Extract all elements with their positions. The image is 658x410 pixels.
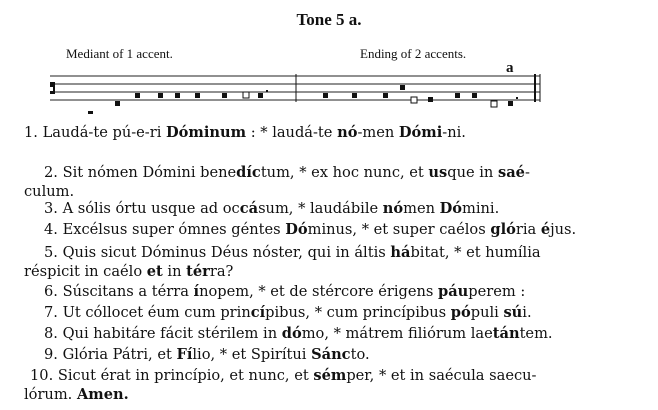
verse-text: men xyxy=(403,200,440,217)
accented-syllable: Dóminum xyxy=(166,124,247,141)
neume xyxy=(516,97,518,99)
verse-text: puli xyxy=(470,304,504,321)
verse-text: que in xyxy=(447,164,498,181)
accented-syllable: í xyxy=(193,283,200,300)
verse-number: 1. xyxy=(24,124,43,141)
accented-syllable: cá xyxy=(239,200,259,217)
accented-syllable: cí xyxy=(250,304,266,321)
verse-text: per, * et in saécula saecu- xyxy=(346,367,537,384)
verse-text: Laudá-te pú-e-ri xyxy=(42,124,167,141)
verse-text: mini. xyxy=(462,200,500,217)
ending-neumes xyxy=(323,85,518,107)
verse-text: Sicut érat in princípio, et nunc, et xyxy=(57,367,314,384)
neume xyxy=(243,92,249,98)
verse-number: 10. xyxy=(30,367,58,384)
verse-text: -men xyxy=(357,124,399,141)
verse-text: bitat, * et humília xyxy=(410,244,541,261)
neume xyxy=(508,101,513,106)
accented-syllable: Sánc xyxy=(311,346,351,363)
staff-lines xyxy=(50,76,540,100)
neume xyxy=(400,85,405,90)
neume xyxy=(411,97,417,103)
final-double-bar xyxy=(535,74,540,102)
verse-text: in xyxy=(162,263,187,280)
neume xyxy=(491,101,497,107)
verse-text: i. xyxy=(522,304,532,321)
chant-staff xyxy=(0,70,658,114)
verse-text: pibus, * cum princípibus xyxy=(265,304,451,321)
verse-text: Sit nómen Dómini bene xyxy=(62,164,237,181)
accented-syllable: us xyxy=(428,164,448,181)
accented-syllable: páu xyxy=(438,283,469,300)
verse-10 xyxy=(30,367,658,385)
verse-text: Qui habitáre fácit stérilem in xyxy=(62,325,282,342)
neume xyxy=(115,101,120,106)
neume xyxy=(195,93,200,98)
verse-text: tem. xyxy=(519,325,553,342)
verse-text: sum, * laudábile xyxy=(258,200,383,217)
verse-text: ra? xyxy=(209,263,234,280)
verse-text: : * laudá-te xyxy=(246,124,338,141)
mediant-neumes xyxy=(88,90,268,114)
accented-syllable: Dó xyxy=(439,200,463,217)
verse-6 xyxy=(44,283,658,301)
verse-text: - xyxy=(524,164,530,181)
neume xyxy=(258,93,263,98)
accented-syllable: há xyxy=(390,244,411,261)
neume xyxy=(472,93,477,98)
neume xyxy=(175,93,180,98)
verse-number: 8. xyxy=(44,325,63,342)
verse-number: 2. xyxy=(44,164,63,181)
mediant-label: Mediant of 1 accent. xyxy=(66,46,173,61)
verse-text: tum, * ex hoc nunc, et xyxy=(260,164,429,181)
verse-text: Quis sicut Dóminus Déus nóster, qui in áltis xyxy=(62,244,391,261)
clef xyxy=(50,82,55,94)
verse-text: jus. xyxy=(550,221,577,238)
verse-text: Glória Pátri, et xyxy=(62,346,177,363)
ending-variant-mark: a xyxy=(506,60,514,76)
verse-number: 4. xyxy=(44,221,63,238)
accented-syllable: nó xyxy=(337,124,358,141)
page-title: Tone 5 a. xyxy=(296,10,362,29)
verse-number: 9. xyxy=(44,346,63,363)
accented-syllable: sém xyxy=(313,367,347,384)
neume xyxy=(266,90,268,92)
verse-5 xyxy=(44,244,658,262)
verse-text: ria xyxy=(515,221,541,238)
verse-9 xyxy=(44,346,658,364)
neume xyxy=(455,93,460,98)
verse-10-continuation xyxy=(24,386,658,404)
neume xyxy=(135,93,140,98)
verse-8 xyxy=(44,325,658,343)
verse-text: nopem, * et de stércore érigens xyxy=(199,283,439,300)
verse-text: -ni. xyxy=(442,124,466,141)
neume xyxy=(352,93,357,98)
verse-1 xyxy=(24,124,658,142)
verse-text: to. xyxy=(350,346,370,363)
verse-2-continuation: culum. xyxy=(24,183,75,200)
verse-text: réspicit in caélo xyxy=(24,263,147,280)
verse-text: Ut cóllocet éum cum prin xyxy=(62,304,251,321)
accented-syllable: é xyxy=(540,221,551,238)
verse-text: lio, * et Spirítui xyxy=(192,346,312,363)
verse-number: 5. xyxy=(44,244,63,261)
verse-number: 7. xyxy=(44,304,63,321)
verse-5-continuation xyxy=(24,263,658,281)
neume xyxy=(222,93,227,98)
accented-syllable: Fí xyxy=(176,346,193,363)
verse-number: 3. xyxy=(44,200,63,217)
accented-syllable: pó xyxy=(450,304,471,321)
accented-syllable: díc xyxy=(236,164,261,181)
accented-syllable: Dómi xyxy=(398,124,443,141)
accented-syllable: saé xyxy=(497,164,525,181)
verse-3 xyxy=(44,200,658,218)
verse-text: minus, * et super caélos xyxy=(307,221,491,238)
verse-text: Súscitans a térra xyxy=(62,283,194,300)
ending-label: Ending of 2 accents. xyxy=(360,46,467,61)
neume xyxy=(383,93,388,98)
verse-text: lórum. xyxy=(24,386,77,403)
verse-4 xyxy=(44,221,658,239)
accented-syllable: sú xyxy=(503,304,523,321)
accented-syllable: gló xyxy=(490,221,516,238)
verse-text: A sólis órtu usque ad oc xyxy=(62,200,240,217)
verse-text: perem : xyxy=(468,283,526,300)
neume xyxy=(428,97,433,102)
accented-syllable: et xyxy=(146,263,163,280)
accented-syllable: nó xyxy=(382,200,404,217)
accented-syllable: tér xyxy=(186,263,210,280)
accented-syllable: Amen. xyxy=(76,386,129,403)
accented-syllable: Dó xyxy=(285,221,308,238)
verse-number: 6. xyxy=(44,283,63,300)
neume xyxy=(88,111,93,114)
verse-7 xyxy=(44,304,658,322)
accented-syllable: tán xyxy=(492,325,520,342)
verse-text: mo, * mátrem filiórum lae xyxy=(301,325,493,342)
neume xyxy=(158,93,163,98)
verse-text: Excélsus super ómnes géntes xyxy=(62,221,286,238)
neume xyxy=(323,93,328,98)
accented-syllable: dó xyxy=(281,325,302,342)
verse-2 xyxy=(44,164,658,182)
